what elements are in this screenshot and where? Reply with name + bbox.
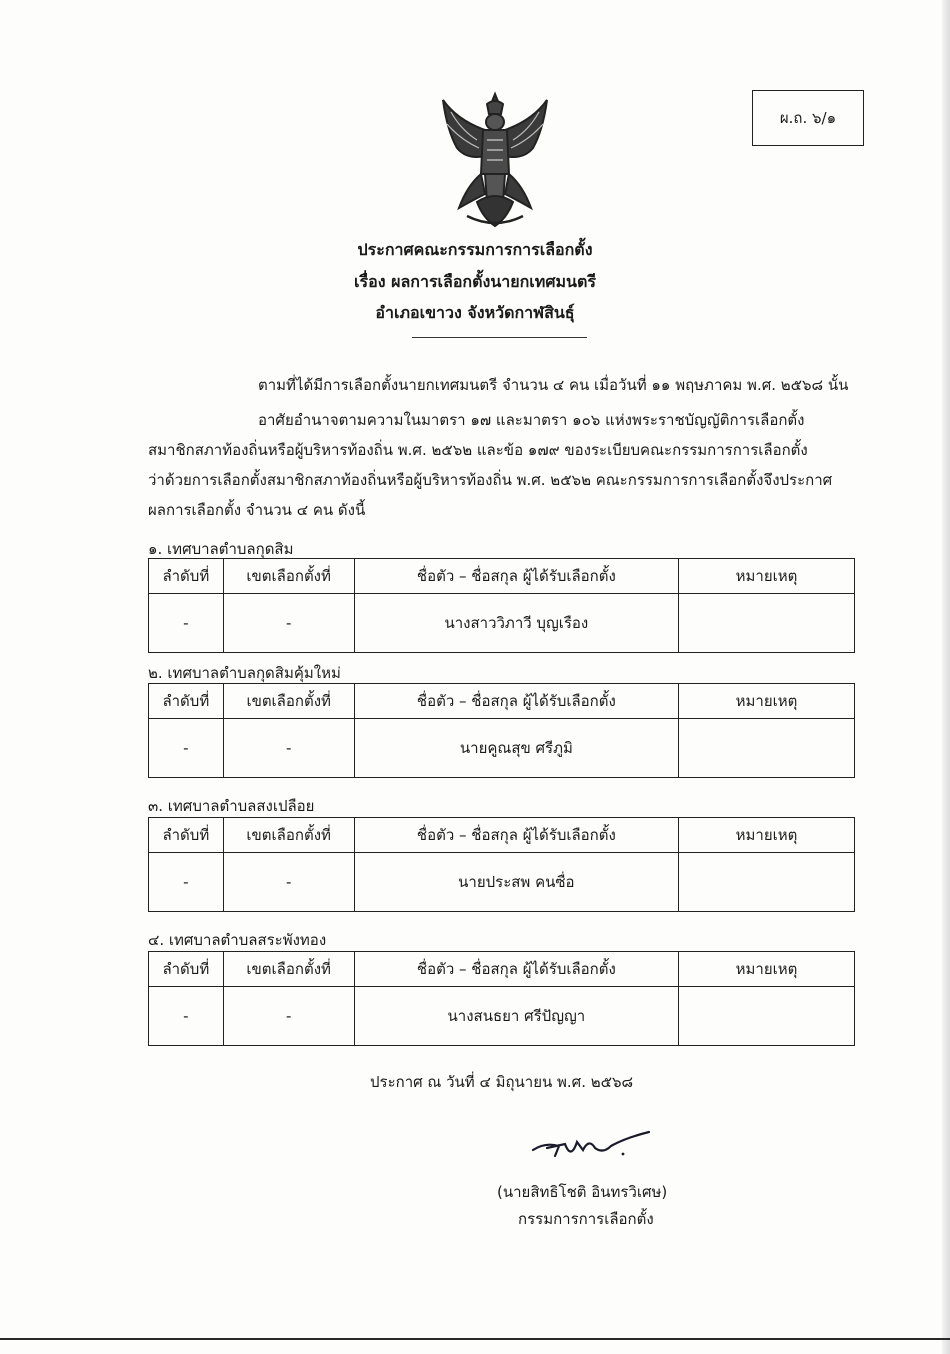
table-header-row [149,952,855,987]
page-edge-shadow [942,0,950,1354]
header-order: ลำดับที่ [149,818,224,853]
signer-name: (นายสิทธิโชติ อินทรวิเศษ) [497,1183,668,1201]
header-order: ลำดับที่ [149,684,224,719]
section-title: ๒. เทศบาลตำบลกุดสิมคุ้มใหม่ [148,664,341,682]
cell-name: นายประสพ คนซื่อ [354,853,678,912]
cell-order: - [149,594,224,653]
body-paragraph-2: อาศัยอำนาจตามความในมาตรา ๑๗ และมาตรา ๑๐๖ แห่งพระราชบัญญัติการเลือกตั้ง [258,411,805,429]
body-paragraph-5: ผลการเลือกตั้ง จำนวน ๔ คน ดังนี้ [148,501,366,519]
table-row [149,853,855,912]
cell-district: - [223,987,354,1046]
table-row [149,594,855,653]
cell-district: - [223,594,354,653]
cell-note [679,719,855,778]
header-note: หมายเหตุ [679,684,855,719]
section-title: ๔. เทศบาลตำบลสระพังทอง [148,931,327,949]
header-note: หมายเหตุ [679,559,855,594]
table-row [149,987,855,1046]
header-note: หมายเหตุ [679,818,855,853]
cell-name: นายคูณสุข ศรีภูมิ [354,719,678,778]
results-table [148,817,855,912]
table-header-row [149,559,855,594]
form-code-box [752,90,864,146]
heading-line-3: อำเภอเขาวง จังหวัดกาฬสินธุ์ [375,303,575,322]
heading-line-2: เรื่อง ผลการเลือกตั้งนายกเทศมนตรี [354,272,596,291]
header-order: ลำดับที่ [149,952,224,987]
form-code-text: ผ.ถ. ๖/๑ [779,109,837,127]
announcement-date: ประกาศ ณ วันที่ ๔ มิถุนายน พ.ศ. ๒๕๖๘ [370,1073,634,1091]
header-name: ชื่อตัว – ชื่อสกุล ผู้ได้รับเลือกตั้ง [354,559,678,594]
table-header-row [149,818,855,853]
cell-order: - [149,987,224,1046]
cell-note [679,594,855,653]
header-name: ชื่อตัว – ชื่อสกุล ผู้ได้รับเลือกตั้ง [354,818,678,853]
results-table [148,558,855,653]
heading-line-1: ประกาศคณะกรรมการการเลือกตั้ง [357,240,593,259]
body-paragraph-4: ว่าด้วยการเลือกตั้งสมาชิกสภาท้องถิ่นหรือผู้บริหารท้องถิ่น พ.ศ. ๒๕๖๒ คณะกรรมการการเลือกตั้งจึงประกาศ [148,471,833,489]
cell-district: - [223,853,354,912]
table-header-row [149,684,855,719]
cell-name: นางสาววิภาวี บุญเรือง [354,594,678,653]
header-district: เขตเลือกตั้งที่ [223,952,354,987]
header-name: ชื่อตัว – ชื่อสกุล ผู้ได้รับเลือกตั้ง [354,952,678,987]
cell-name: นางสนธยา ศรีปัญญา [354,987,678,1046]
results-table [148,683,855,778]
signer-position: กรรมการการเลือกตั้ง [518,1210,654,1228]
results-table [148,951,855,1046]
header-note: หมายเหตุ [679,952,855,987]
cell-district: - [223,719,354,778]
cell-order: - [149,719,224,778]
header-order: ลำดับที่ [149,559,224,594]
header-name: ชื่อตัว – ชื่อสกุล ผู้ได้รับเลือกตั้ง [354,684,678,719]
table-row [149,719,855,778]
cell-order: - [149,853,224,912]
body-paragraph-1: ตามที่ได้มีการเลือกตั้งนายกเทศมนตรี จำนวน ๔ คน เมื่อวันที่ ๑๑ พฤษภาคม พ.ศ. ๒๕๖๘ นั้น [258,376,849,394]
header-district: เขตเลือกตั้งที่ [223,684,354,719]
body-paragraph-3: สมาชิกสภาท้องถิ่นหรือผู้บริหารท้องถิ่น พ.ศ. ๒๕๖๒ และข้อ ๑๗๙ ของระเบียบคณะกรรมการการเลือกตั้ง [148,441,808,459]
cell-note [679,987,855,1046]
cell-note [679,853,855,912]
header-district: เขตเลือกตั้งที่ [223,818,354,853]
signature-icon [525,1120,665,1170]
heading-divider [412,337,587,338]
section-title: ๓. เทศบาลตำบลสงเปลือย [148,797,315,815]
page-bottom-line [0,1338,950,1340]
header-district: เขตเลือกตั้งที่ [223,559,354,594]
garuda-emblem-icon [437,90,553,230]
section-title: ๑. เทศบาลตำบลกุดสิม [148,540,294,558]
